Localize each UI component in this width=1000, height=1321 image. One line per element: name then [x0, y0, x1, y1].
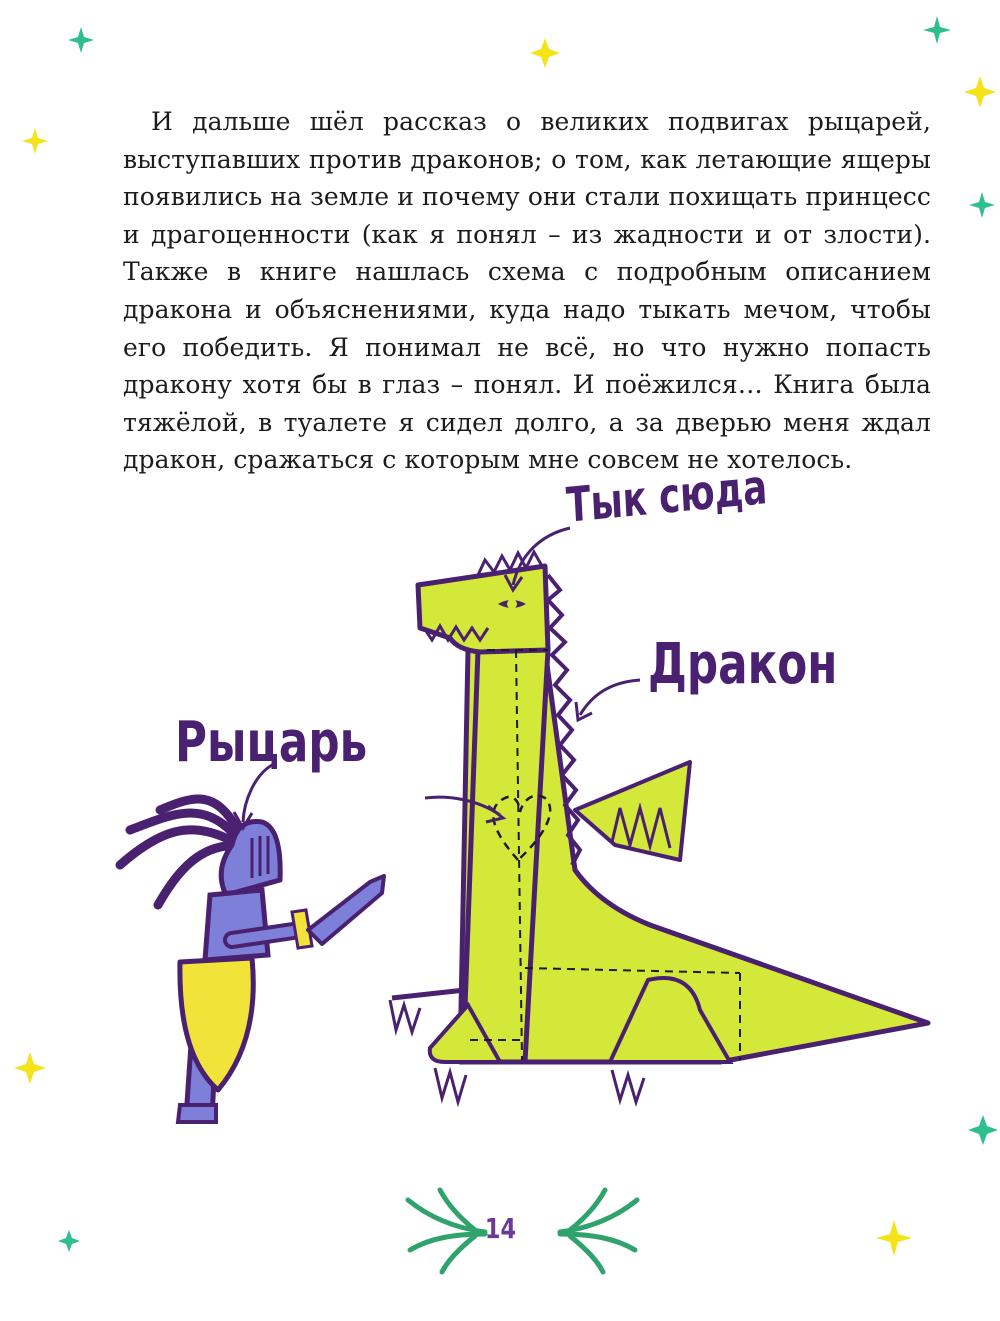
- knight: [120, 799, 384, 1122]
- label-poke-here: Тык сюда: [565, 459, 769, 534]
- leaf-ornament-left: [408, 1190, 485, 1272]
- page-number-text: 14: [484, 1212, 516, 1245]
- label-dragon: Дракон: [648, 632, 838, 697]
- pointer-arrows: [234, 528, 640, 828]
- body-paragraph: И дальше шёл рассказ о великих подвигах рыцарей, выступавших против драконов; о том, как летающие ящеры появились на земле и почему они стали похищать принцесс и драгоценности (как я понял – из жадности и от злости). Также в книге нашлась схема с подробным описанием дракона и объяснениями, куда надо тыкать мечом, чтобы его победить. Я понимал не всё, но что нужно попасть дракону хотя бы в глаз – понял. И поёжился… Книга была тяжёлой, в туалете я сидел долго, а за дверью меня ждал дракон, сражаться с которым мне совсем не хотелось.: [123, 107, 932, 475]
- leaf-ornament-right: [560, 1190, 637, 1272]
- label-knight: Рыцарь: [175, 710, 368, 775]
